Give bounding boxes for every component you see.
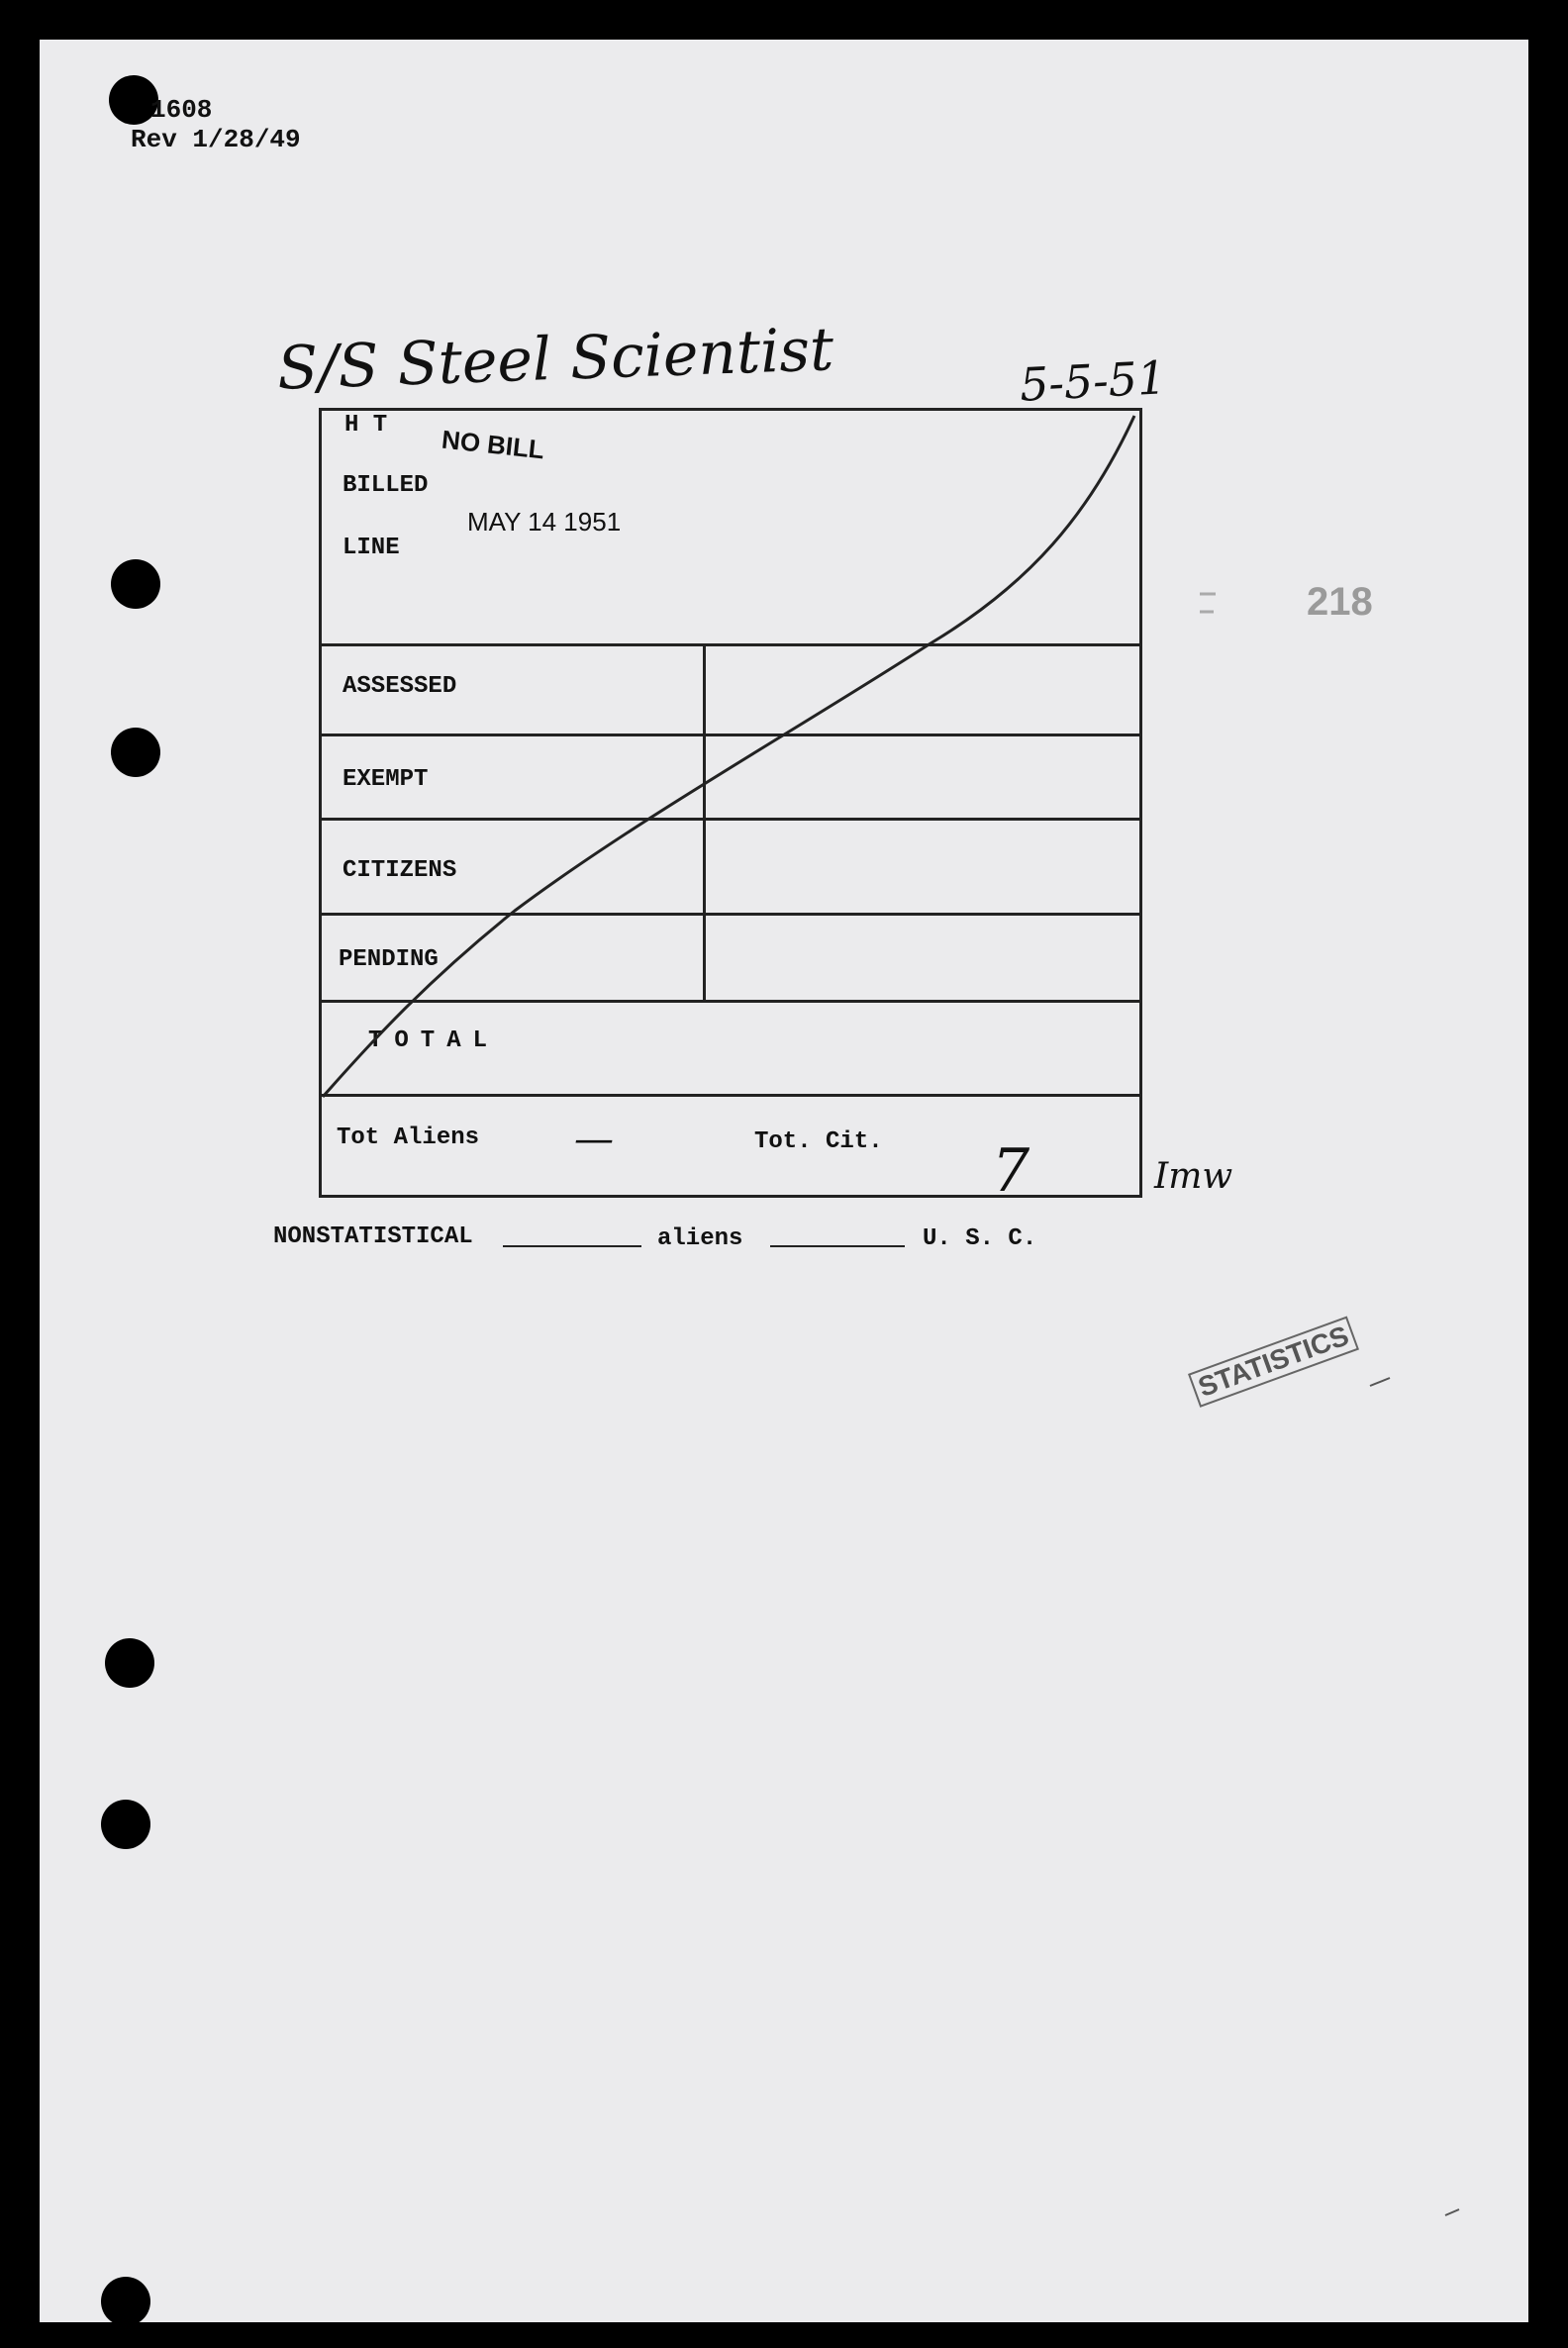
pending-label: PENDING	[339, 946, 439, 973]
statistics-stamp: STATISTICS	[1188, 1316, 1359, 1407]
citizens-label: CITIZENS	[343, 857, 457, 884]
assessed-label: ASSESSED	[343, 673, 457, 700]
form-revision: Rev 1/28/49	[131, 125, 301, 154]
total-label: TOTAL	[368, 1027, 500, 1054]
tot-aliens-label: Tot Aliens	[337, 1125, 480, 1151]
billed-label: BILLED	[343, 472, 429, 499]
date-stamp: MAY 14 1951	[467, 507, 622, 537]
ht-label: H T	[344, 412, 388, 439]
aliens-label: aliens	[657, 1225, 743, 1252]
tot-cit-label: Tot. Cit.	[754, 1128, 883, 1155]
no-bill-stamp: NO BILL	[440, 424, 546, 465]
handwritten-date: 5-5-51	[1018, 350, 1168, 412]
number-stamp: 218	[1307, 580, 1373, 624]
handwritten-count: 7	[992, 1136, 1030, 1206]
nonstatistical-label: NONSTATISTICAL	[273, 1223, 473, 1250]
vessel-name: S/S Steel Scientist	[275, 315, 835, 404]
handwritten-dash: —	[574, 1117, 614, 1162]
usc-label: U. S. C.	[923, 1225, 1037, 1252]
exempt-label: EXEMPT	[343, 766, 429, 793]
line-label: LINE	[343, 535, 400, 561]
form-number: 1608	[150, 95, 213, 125]
handwritten-initials: Imw	[1154, 1156, 1233, 1197]
